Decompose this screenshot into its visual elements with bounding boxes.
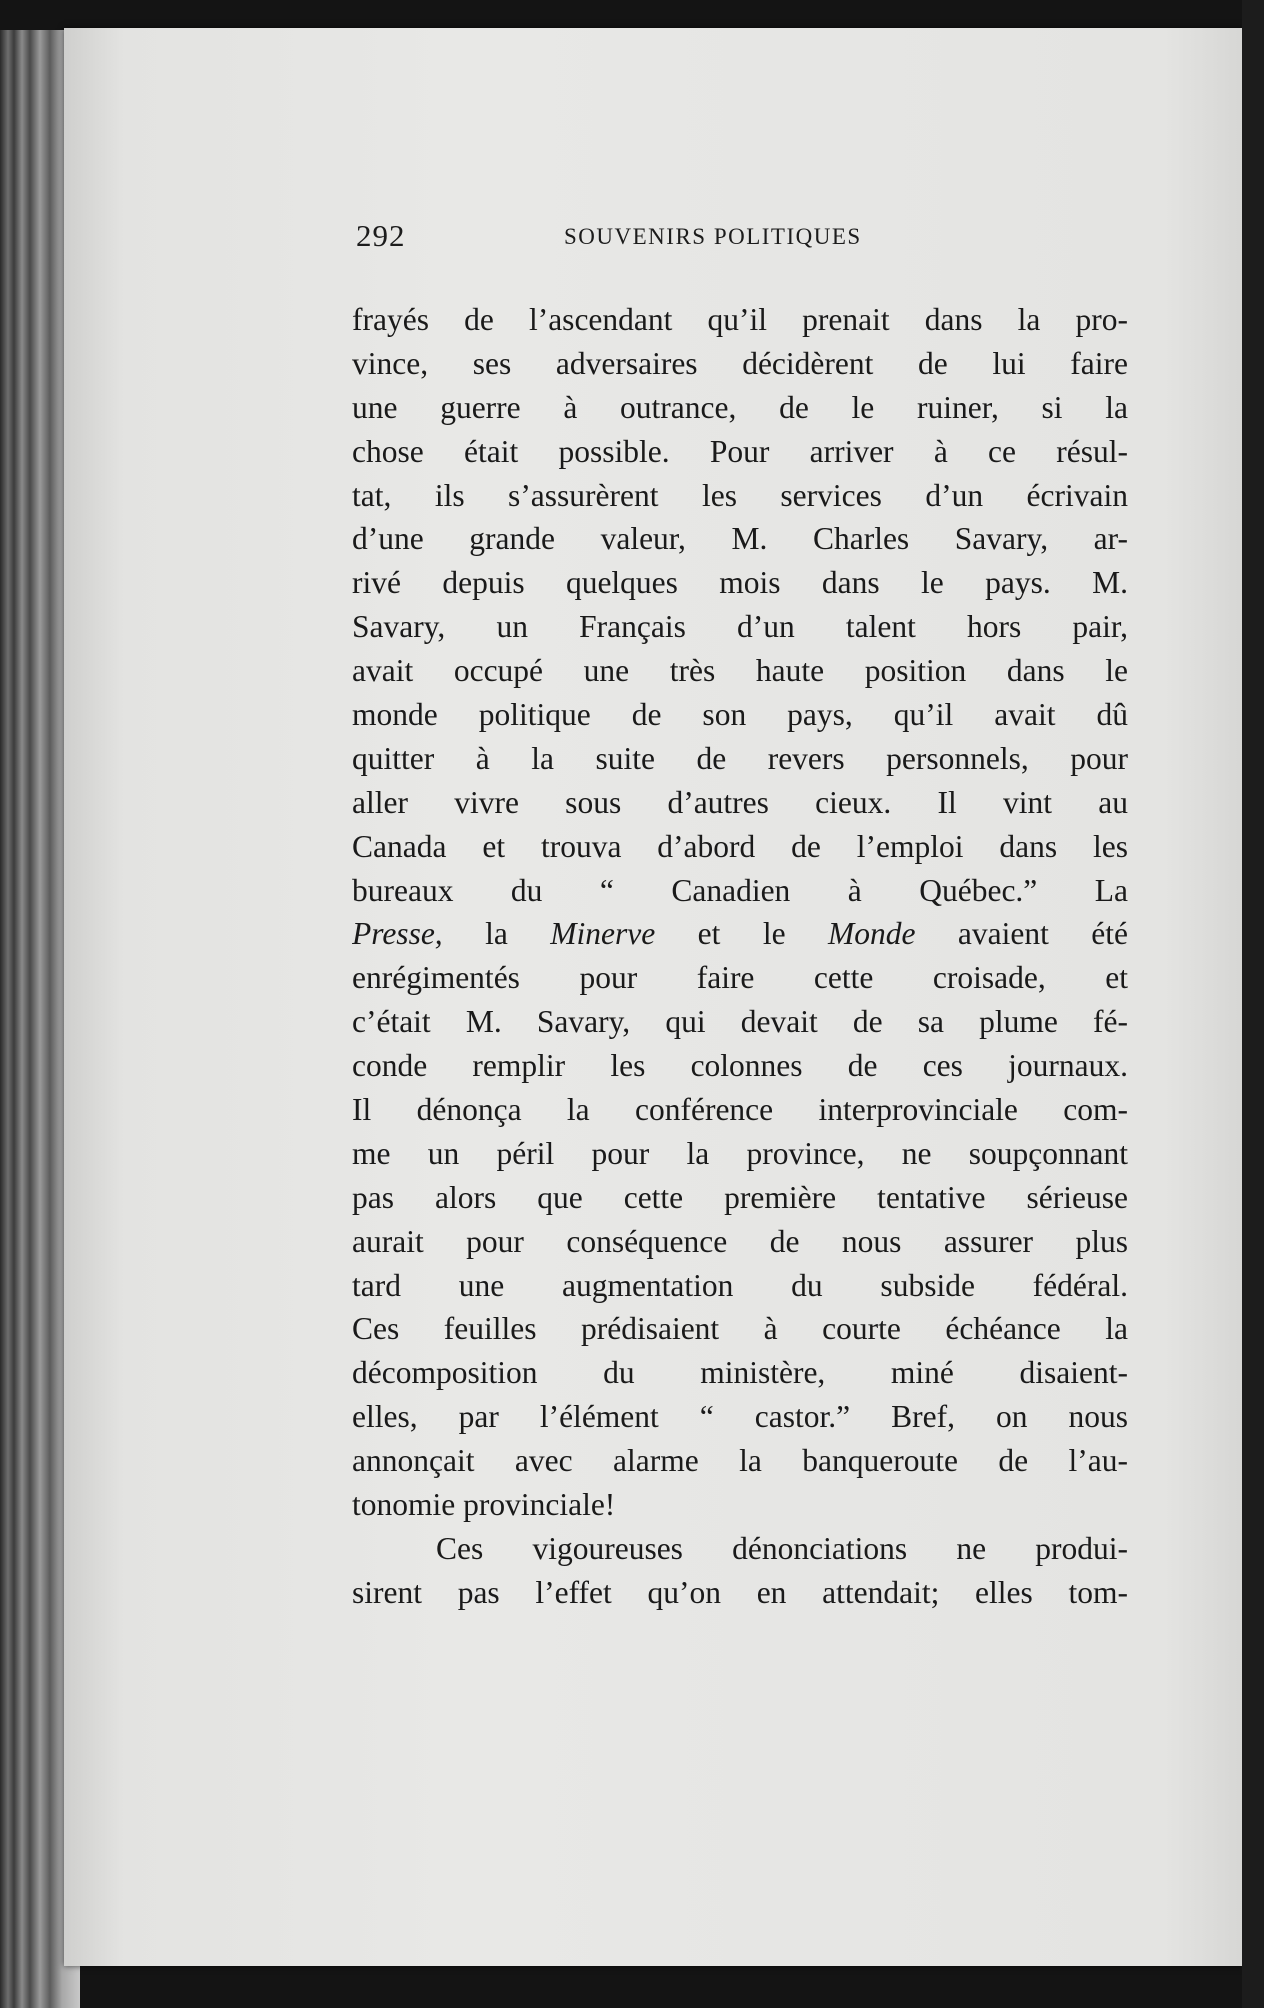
page-number: 292 <box>356 218 406 253</box>
text-line: Ces vigoureuses dénonciations ne produi- <box>436 1530 1128 1566</box>
text-line: décomposition du ministère, miné disaient- <box>352 1355 1128 1391</box>
running-head: SOUVENIRS POLITIQUES <box>564 224 862 249</box>
scan-border-right <box>1242 0 1264 2008</box>
text-line: Il dénonça la conférence interprovinciale com- <box>352 1092 1128 1128</box>
text-line: enrégimentés pour faire cette croisade, et <box>352 960 1128 996</box>
body-text <box>352 298 1128 1615</box>
text-line: d’une grande valeur, M. Charles Savary, ar- <box>352 521 1128 557</box>
text-line: c’était M. Savary, qui devait de sa plume fé- <box>352 1004 1128 1040</box>
text-line: Ces feuilles prédisaient à courte échéance la <box>352 1311 1128 1347</box>
text-line: tat, ils s’assurèrent les services d’un écrivain <box>352 477 1128 513</box>
text-line: bureaux du “ Canadien à Québec.” La <box>352 872 1128 908</box>
text-line <box>352 912 1128 956</box>
text-line: elles, par l’élément “ castor.” Bref, on nous <box>352 1399 1128 1435</box>
text-line: annonçait avec alarme la banqueroute de l’au- <box>352 1443 1128 1479</box>
text-line: aurait pour conséquence de nous assurer plus <box>352 1223 1128 1259</box>
text-line: quitter à la suite de revers personnels, pour <box>352 740 1128 776</box>
text-line: pas alors que cette première tentative sérieuse <box>352 1179 1128 1215</box>
text-span: la <box>442 916 551 952</box>
text-line: frayés de l’ascendant qu’il prenait dans la pro- <box>352 302 1128 337</box>
text-line: tonomie provinciale! <box>352 1487 616 1523</box>
text-line: Canada et trouva d’abord de l’emploi dans les <box>352 828 1128 864</box>
text-line: monde politique de son pays, qu’il avait dû <box>352 697 1128 733</box>
page-header <box>356 218 1141 258</box>
italic-text-span: Minerve <box>550 916 656 952</box>
text-line: une guerre à outrance, de le ruiner, si la <box>352 389 1128 425</box>
text-line: avait occupé une très haute position dans le <box>352 653 1128 689</box>
text-line: aller vivre sous d’autres cieux. Il vint au <box>352 784 1128 820</box>
text-line: Savary, un Français d’un talent hors pair, <box>352 609 1128 645</box>
text-line: sirent pas l’effet qu’on en attendait; elles tom- <box>352 1574 1128 1610</box>
text-line: chose était possible. Pour arriver à ce résul- <box>352 433 1128 469</box>
italic-text-span: Monde <box>828 916 916 952</box>
italic-text-span: Presse, <box>352 916 443 952</box>
text-line: me un péril pour la province, ne soupçonnant <box>352 1135 1128 1171</box>
text-line: rivé depuis quelques mois dans le pays. M. <box>352 565 1128 601</box>
text-line: conde remplir les colonnes de ces journaux. <box>352 1048 1128 1084</box>
text-span: avaient été <box>915 916 1128 952</box>
text-line: vince, ses adversaires décidèrent de lui faire <box>352 345 1128 381</box>
text-span: et le <box>655 916 828 952</box>
text-line: tard une augmentation du subside fédéral. <box>352 1267 1128 1303</box>
